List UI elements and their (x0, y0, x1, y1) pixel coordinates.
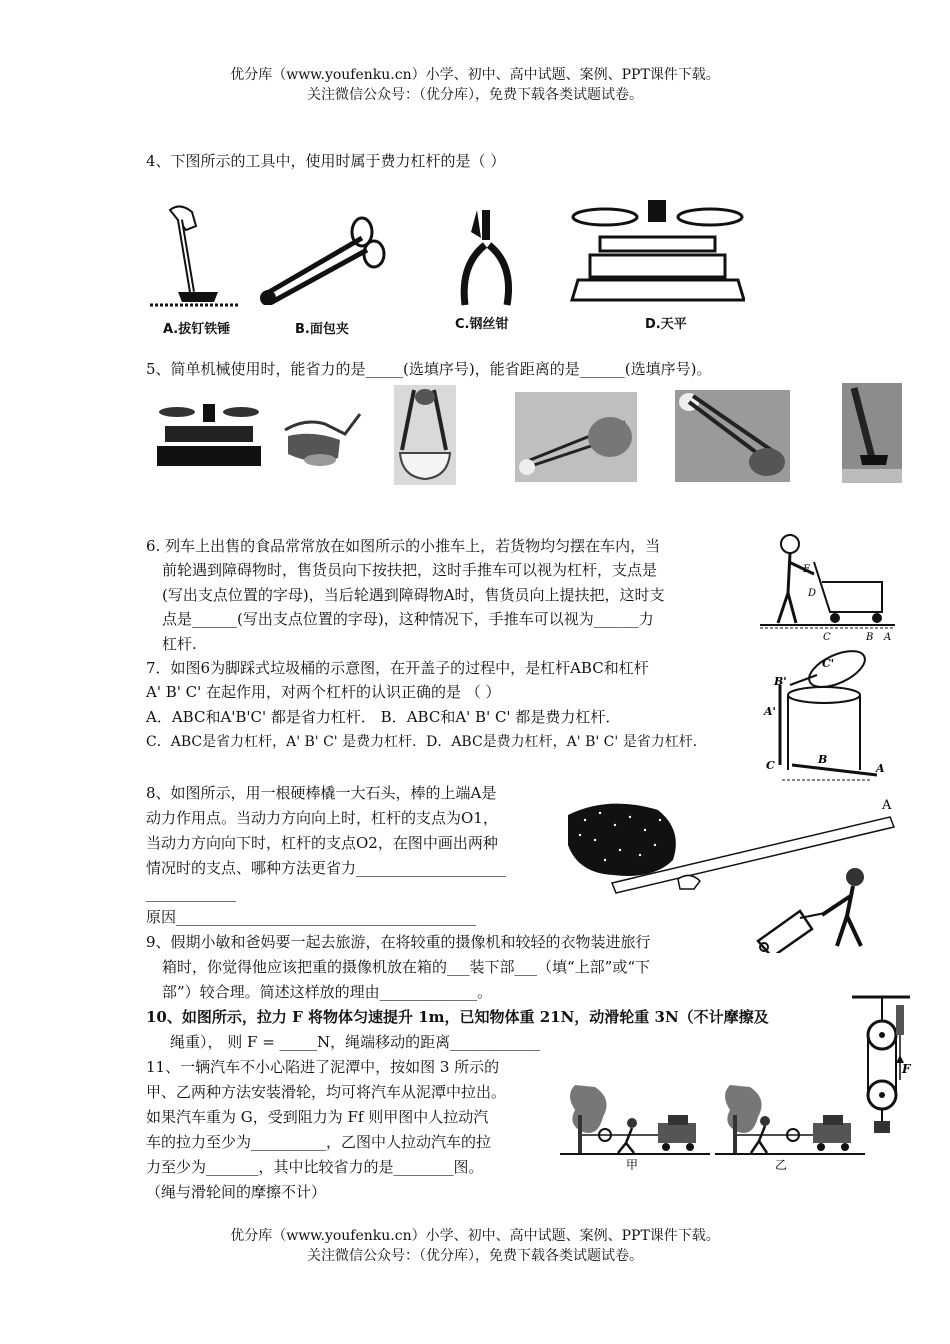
q4-caption-d: D.天平 (645, 317, 687, 332)
q7-line-3: A．ABC和A'B'C' 都是省力杠杆． B．ABC和A' B' C' 都是费力杠杆． (146, 708, 621, 726)
q10-line-1: 10、如图所示，拉力 F 将物体匀速提升 1m，已知物体重 21N，动滑轮重 3N（不计摩擦及 (146, 1008, 769, 1026)
header-line-1: 优分库（www.youfenku.cn）小学、初中、高中试题、案例、PPT课件下载。 (230, 67, 720, 83)
q8-line-4: 情况时的支点、哪种方法更省力____________________ (146, 859, 507, 877)
pulley-label-f: F (902, 1062, 911, 1076)
pliers-figure (452, 205, 522, 310)
bin-label-c: C (766, 759, 775, 772)
q5-chopsticks-figure (515, 392, 637, 482)
q4-caption-b: B.面包夹 (295, 322, 349, 337)
q5-hammer-photo-figure (842, 383, 902, 483)
bin-label-b: B (818, 753, 828, 766)
q10-line-2: 绳重）， 则 F = _____N，绳端移动的距离____________ (170, 1033, 541, 1051)
cart-label-a: A (884, 632, 892, 643)
q4-caption-c: C.钢丝钳 (455, 317, 509, 332)
footer-line-1: 优分库（www.youfenku.cn）小学、初中、高中试题、案例、PPT课件下载。 (230, 1228, 720, 1244)
q7-line-2: A' B' C' 在起作用，对两个杠杆的认识正确的是 （ ） (146, 683, 501, 701)
q7-line-4: C．ABC是省力杠杆，A' B' C' 是费力杠杆．D．ABC是费力杠杆，A' B' C' 是省力杠杆． (146, 734, 707, 750)
q6-line-1: 6. 列车上出售的食品常常放在如图所示的小推车上，若货物均匀摆在车内，当 (146, 537, 661, 555)
trolley-push-figure (750, 863, 890, 953)
q9-line-2: 箱时，你觉得他应该把重的摄像机放在箱的___装下部___（填“上部”或“下 (162, 958, 651, 976)
bin-label-a: A (876, 762, 885, 775)
cart-label-c: C (823, 632, 831, 643)
q8-line-1: 8、如图所示，用一根硬棒橇一大石头，棒的上端A是 (146, 784, 497, 802)
figure-label-yi: 乙 (775, 1158, 788, 1170)
q8-line-2: 动力作用点。当动力方向向上时，杠杆的支点为O1， (146, 809, 498, 827)
q11-line-1: 11、一辆汽车不小心陷进了泥潭中，按如图 3 所示的 (146, 1058, 500, 1076)
q8-line-6: 原因________________________________________ (146, 908, 477, 926)
bread-tongs-figure (252, 210, 387, 305)
hammer-figure (150, 200, 250, 315)
cart-label-e: E (803, 564, 811, 575)
cart-figure (760, 532, 895, 644)
q11-line-6: （绳与滑轮间的摩擦不计） (146, 1183, 327, 1201)
figure-label-jia: 甲 (626, 1158, 639, 1170)
q5-nutcracker-figure (675, 390, 790, 482)
q6-line-5: 杠杆. (162, 635, 197, 653)
q9-line-3: 部”）较合理。简述这样放的理由_____________。 (162, 983, 493, 1001)
trash-bin-figure (762, 645, 892, 785)
balance-scale-figure (570, 195, 745, 310)
q5-stem: 5、简单机械使用时，能省力的是_____(选填序号)，能省距离的是______(选填序号)。 (146, 360, 712, 378)
q5-tongs-bowl-figure (394, 385, 456, 485)
footer-line-2: 关注微信公众号：（优分库），免费下载各类试题试卷。 (307, 1248, 643, 1264)
q6-line-2: 前轮遇到障碍物时，售货员向下按扶把，这时手推车可以视为杠杆，支点是 (162, 561, 658, 579)
q11-line-5: 力至少为_______，其中比较省力的是________图。 (146, 1158, 484, 1176)
q11-line-2: 甲、乙两种方法安装滑轮，均可将汽车从泥潭中拉出。 (146, 1083, 507, 1101)
q8-line-5: ____________ (146, 884, 236, 902)
car-mud-figure-jia (560, 1075, 710, 1170)
cart-label-b: B (866, 632, 874, 643)
crowbar-label-a: A (882, 798, 892, 813)
q11-line-4: 车的拉力至少为__________，乙图中人拉动汽车的拉 (146, 1133, 492, 1151)
header-line-2: 关注微信公众号：（优分库），免费下载各类试题试卷。 (307, 87, 643, 103)
q9-line-1: 9、假期小敏和爸妈要一起去旅游，在将较重的摄像机和较轻的衣物装进旅行 (146, 933, 651, 951)
q8-line-3: 当动力方向向下时，杠杆的支点O2，在图中画出两种 (146, 834, 498, 852)
cart-label-d: D (808, 588, 817, 599)
bin-label-aprime: A' (764, 705, 776, 718)
q4-stem: 4、下图所示的工具中，使用时属于费力杠杆的是（ ） (146, 152, 506, 170)
car-mud-figure-yi (715, 1075, 865, 1170)
bin-label-bprime: B' (774, 675, 787, 688)
bin-label-cprime: C' (822, 657, 835, 670)
q4-caption-a: A.拔钉铁锤 (163, 322, 231, 337)
q5-foot-pedal-figure (280, 400, 370, 470)
q11-line-3: 如果汽车重为 G，受到阻力为 Ff 则甲图中人拉动汽 (146, 1108, 489, 1126)
q5-balance-figure (155, 402, 263, 467)
q7-line-1: 7．如图6为脚踩式垃圾桶的示意图，在开盖子的过程中，是杠杆ABC和杠杆 (146, 659, 649, 677)
q6-line-4: 点是______(写出支点位置的字母)，这种情况下，手推车可以视为______力 (162, 610, 654, 628)
q6-line-3: (写出支点位置的字母)，当后轮遇到障碍物A时，售货员向上提扶把，这时支 (162, 586, 665, 604)
